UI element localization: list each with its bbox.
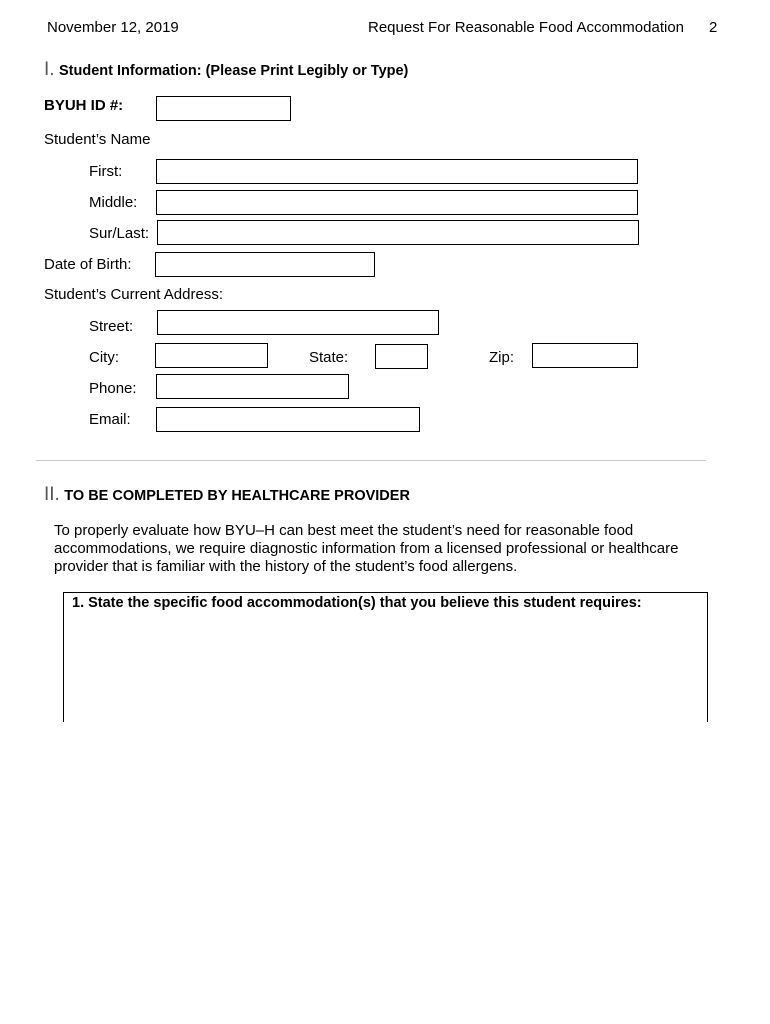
- phone-label: Phone:: [89, 380, 137, 397]
- section-1-heading: [44, 59, 408, 81]
- first-name-input[interactable]: [156, 159, 638, 184]
- last-name-input[interactable]: [157, 220, 639, 245]
- section-1-title: Student Information: (Please Print Legibly or Type): [59, 63, 409, 79]
- byuh-id-input[interactable]: [156, 96, 291, 121]
- date-of-birth-input[interactable]: [155, 252, 375, 277]
- zip-label: Zip:: [489, 349, 515, 366]
- header-date: November 12, 2019: [47, 19, 179, 36]
- students-name-label: Student’s Name: [44, 131, 151, 148]
- current-address-label: Student’s Current Address:: [44, 286, 223, 303]
- middle-name-label: Middle:: [89, 194, 138, 211]
- city-input[interactable]: [155, 343, 268, 368]
- section-2-number: II.: [44, 484, 60, 505]
- provider-instructions-paragraph: To properly evaluate how BYU–H can best meet the student’s need for reasonable food accommodations, we require diagnostic information from a licensed professional or healthcare provider that is familiar with the history of the student’s food allergens.: [54, 522, 679, 575]
- header-page-number: 2: [709, 19, 718, 36]
- state-input[interactable]: [375, 344, 428, 369]
- phone-input[interactable]: [156, 374, 349, 399]
- header-document-title: Request For Reasonable Food Accommodation: [368, 19, 685, 36]
- section-2-title: TO BE COMPLETED BY HEALTHCARE PROVIDER: [64, 488, 410, 504]
- city-label: City:: [89, 349, 119, 366]
- street-label: Street:: [89, 318, 134, 335]
- date-of-birth-label: Date of Birth:: [44, 256, 132, 273]
- question-1-answer-area[interactable]: [68, 617, 706, 721]
- last-name-label: Sur/Last:: [89, 225, 150, 242]
- first-name-label: First:: [89, 163, 123, 180]
- state-label: State:: [309, 349, 349, 366]
- question-1-box: [63, 592, 708, 722]
- section-1-number: I.: [44, 59, 55, 80]
- street-input[interactable]: [157, 310, 439, 335]
- question-1-label: 1. State the specific food accommodation(s) that you believe this student requires:: [72, 595, 642, 611]
- middle-name-input[interactable]: [156, 190, 638, 215]
- zip-input[interactable]: [532, 343, 638, 368]
- section-divider: [36, 460, 706, 461]
- email-label: Email:: [89, 411, 131, 428]
- email-input[interactable]: [156, 407, 420, 432]
- section-2-heading: [44, 484, 410, 506]
- byuh-id-label: BYUH ID #:: [44, 97, 124, 114]
